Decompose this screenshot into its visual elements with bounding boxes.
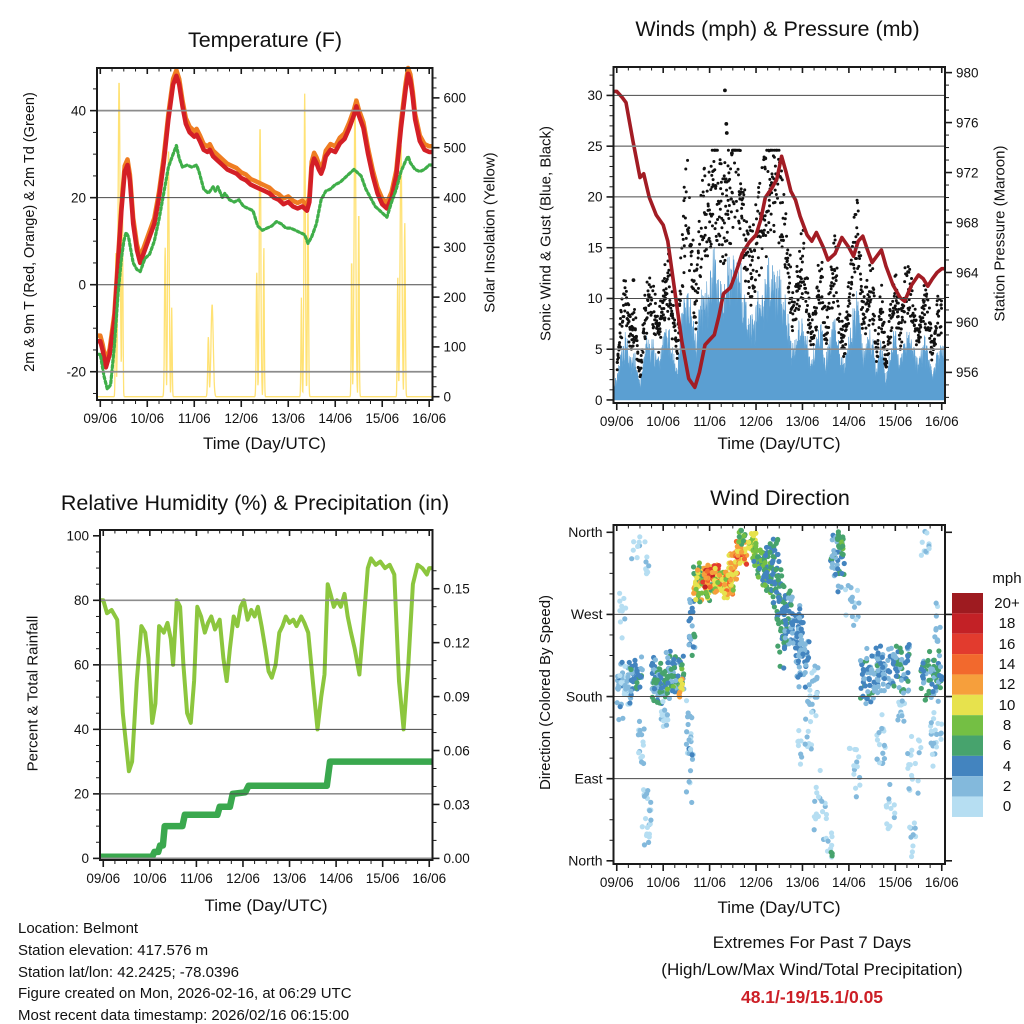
svg-text:16/06: 16/06 [924, 414, 959, 429]
svg-text:11/06: 11/06 [177, 411, 211, 426]
winds-x-axis-label: Time (Day/UTC) [717, 434, 841, 453]
svg-text:60: 60 [73, 657, 89, 673]
svg-text:0: 0 [81, 851, 89, 867]
figure-created: Figure created on Mon, 2026-02-16, at 06:29 UTC [18, 985, 352, 1003]
svg-text:20: 20 [73, 786, 89, 802]
svg-text:200: 200 [443, 289, 467, 305]
winds-chart-title: Winds (mph) & Pressure (mb) [635, 17, 920, 41]
wind-direction-x-axis-label: Time (Day/UTC) [717, 898, 841, 917]
svg-text:13/06: 13/06 [785, 414, 820, 429]
svg-text:12/06: 12/06 [739, 414, 773, 429]
svg-text:0: 0 [594, 392, 603, 408]
svg-text:0: 0 [443, 389, 452, 405]
svg-text:09/06: 09/06 [83, 411, 118, 426]
colorbar-label: 4 [1002, 758, 1012, 775]
colorbar-label: 12 [998, 676, 1016, 693]
direction-left-axis-label: Direction (Colored By Speed) [537, 594, 554, 791]
svg-text:13/06: 13/06 [785, 875, 820, 890]
colorbar-title: mph [992, 570, 1022, 587]
colorbar-label: 18 [998, 615, 1016, 632]
colorbar-label: 16 [998, 636, 1016, 653]
svg-text:968: 968 [956, 215, 979, 231]
svg-text:12/06: 12/06 [224, 411, 259, 426]
svg-text:976: 976 [956, 115, 979, 131]
svg-text:100: 100 [443, 339, 467, 355]
svg-text:16/06: 16/06 [412, 411, 447, 426]
temperature-x-axis-label: Time (Day/UTC) [202, 434, 327, 453]
svg-text:09/06: 09/06 [86, 871, 121, 886]
svg-text:30: 30 [587, 88, 603, 104]
svg-text:15: 15 [587, 240, 603, 256]
svg-text:0: 0 [78, 277, 86, 293]
svg-text:80: 80 [73, 593, 89, 609]
svg-text:40: 40 [73, 722, 89, 738]
svg-text:10: 10 [587, 291, 603, 307]
svg-text:15/06: 15/06 [365, 411, 400, 426]
svg-text:10/06: 10/06 [130, 411, 165, 426]
temperature-left-axis-label: 2m & 9m T (Red, Orange) & 2m Td (Green) [22, 92, 38, 372]
svg-text:12/06: 12/06 [226, 871, 260, 886]
speed-colorbar [952, 593, 983, 817]
svg-text:15/06: 15/06 [365, 871, 400, 886]
winds-pressure-panel [587, 65, 979, 429]
svg-text:09/06: 09/06 [599, 414, 634, 429]
humidity-left-axis-label: Percent & Total Rainfall [24, 615, 42, 772]
svg-text:300: 300 [443, 240, 467, 256]
colorbar-label: 2 [1002, 778, 1012, 795]
svg-text:14/06: 14/06 [318, 411, 353, 426]
humidity-x-axis-label: Time (Day/UTC) [204, 896, 328, 915]
wind-direction-chart-title: Wind Direction [710, 486, 850, 510]
svg-text:11/06: 11/06 [693, 875, 726, 890]
svg-text:15/06: 15/06 [878, 875, 913, 890]
svg-text:964: 964 [956, 265, 979, 281]
svg-text:600: 600 [443, 90, 467, 106]
svg-text:20: 20 [70, 190, 86, 206]
data-timestamp: Most recent data timestamp: 2026/02/16 06:15:00 [18, 1007, 350, 1024]
colorbar-label: 14 [998, 656, 1016, 673]
temperature-panel [66, 68, 466, 426]
svg-text:11/06: 11/06 [693, 414, 726, 429]
svg-text:North: North [568, 852, 603, 869]
svg-text:09/06: 09/06 [599, 875, 634, 890]
svg-text:11/06: 11/06 [180, 871, 213, 886]
svg-text:15/06: 15/06 [878, 414, 913, 429]
svg-text:North: North [568, 524, 603, 541]
svg-text:25: 25 [587, 138, 603, 154]
svg-text:0.03: 0.03 [443, 797, 470, 813]
station-elevation: Station elevation: 417.576 m [18, 941, 209, 959]
humidity-precip-panel [66, 529, 469, 886]
svg-text:0.06: 0.06 [443, 743, 470, 759]
extremes-subtitle: (High/Low/Max Wind/Total Precipitation) [661, 960, 963, 979]
svg-text:14/06: 14/06 [319, 871, 354, 886]
colorbar-label: 0 [1002, 798, 1012, 815]
colorbar-label: 20+ [994, 595, 1020, 612]
svg-text:980: 980 [956, 65, 979, 81]
extremes-values: 48.1/-19/15.1/0.05 [740, 987, 884, 1007]
temperature-chart-title: Temperature (F) [187, 28, 343, 52]
svg-text:100: 100 [66, 528, 89, 544]
svg-text:South: South [565, 688, 603, 705]
svg-text:0.15: 0.15 [443, 581, 470, 597]
svg-text:West: West [570, 606, 603, 623]
svg-text:20: 20 [587, 189, 603, 205]
svg-text:956: 956 [956, 365, 979, 381]
svg-text:10/06: 10/06 [646, 875, 681, 890]
humidity-chart-title: Relative Humidity (%) & Precipitation (in) [60, 491, 450, 515]
svg-text:East: East [574, 770, 603, 787]
svg-text:13/06: 13/06 [271, 411, 306, 426]
colorbar-label: 6 [1002, 737, 1012, 754]
svg-text:13/06: 13/06 [272, 871, 307, 886]
station-latlon: Station lat/lon: 42.2425; -78.0396 [18, 963, 240, 981]
svg-text:40: 40 [70, 103, 86, 119]
svg-text:-20: -20 [66, 364, 86, 380]
station-info [18, 918, 352, 1024]
station-location: Location: Belmont [18, 920, 139, 937]
extremes-title: Extremes For Past 7 Days [712, 933, 912, 952]
colorbar-label: 8 [1002, 717, 1012, 734]
svg-text:14/06: 14/06 [831, 875, 866, 890]
extremes-block [600, 929, 1024, 1011]
svg-text:16/06: 16/06 [412, 871, 447, 886]
svg-text:0.09: 0.09 [443, 689, 470, 705]
svg-text:0.00: 0.00 [443, 851, 470, 867]
solar-right-axis-label: Solar Insolation (Yellow) [481, 152, 499, 313]
svg-text:972: 972 [956, 165, 979, 181]
svg-text:500: 500 [443, 140, 467, 156]
svg-text:10/06: 10/06 [132, 871, 167, 886]
pressure-right-axis-label: Station Pressure (Maroon) [991, 145, 1009, 322]
svg-text:5: 5 [594, 341, 603, 357]
svg-text:16/06: 16/06 [924, 875, 959, 890]
wind-direction-panel [566, 524, 959, 890]
svg-text:14/06: 14/06 [831, 414, 866, 429]
svg-text:10/06: 10/06 [646, 414, 681, 429]
svg-text:960: 960 [956, 315, 979, 331]
svg-text:0.12: 0.12 [443, 635, 470, 651]
svg-text:12/06: 12/06 [739, 875, 773, 890]
colorbar-label: 10 [998, 697, 1016, 714]
svg-text:400: 400 [443, 190, 467, 206]
wind-left-axis-label: Sonic Wind & Gust (Blue, Black) [537, 125, 555, 342]
